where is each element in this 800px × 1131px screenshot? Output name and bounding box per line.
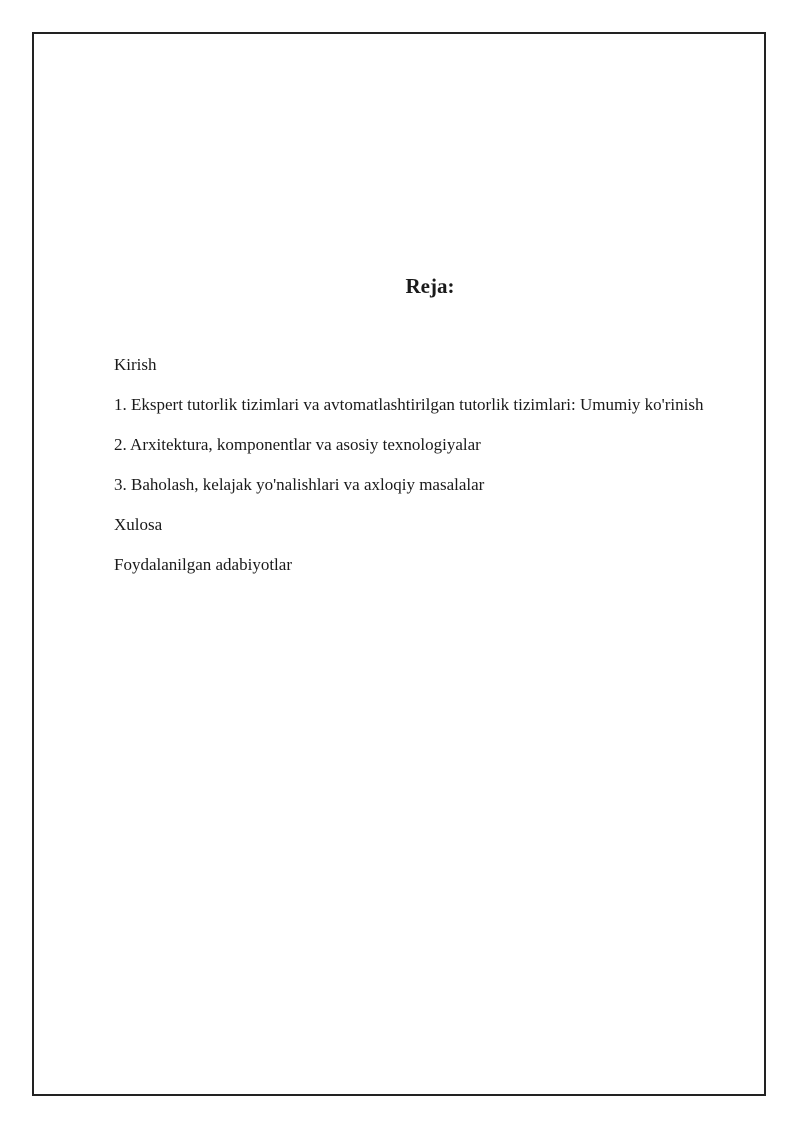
toc-item-section-2: 2. Arxitektura, komponentlar va asosiy texnologiyalar <box>114 435 481 454</box>
table-of-contents <box>114 349 714 589</box>
toc-item-section-1: 1. Ekspert tutorlik tizimlari va avtomatlashtirilgan tutorlik tizimlari: Umumiy ko'rinish <box>114 395 704 414</box>
toc-item-conclusion: Xulosa <box>114 515 163 534</box>
toc-item-introduction: Kirish <box>114 355 157 374</box>
page-title: Reja: <box>405 274 455 298</box>
toc-item-references: Foydalanilgan adabiyotlar <box>114 555 292 574</box>
toc-item-section-3: 3. Baholash, kelajak yo'nalishlari va axloqiy masalalar <box>114 475 485 494</box>
